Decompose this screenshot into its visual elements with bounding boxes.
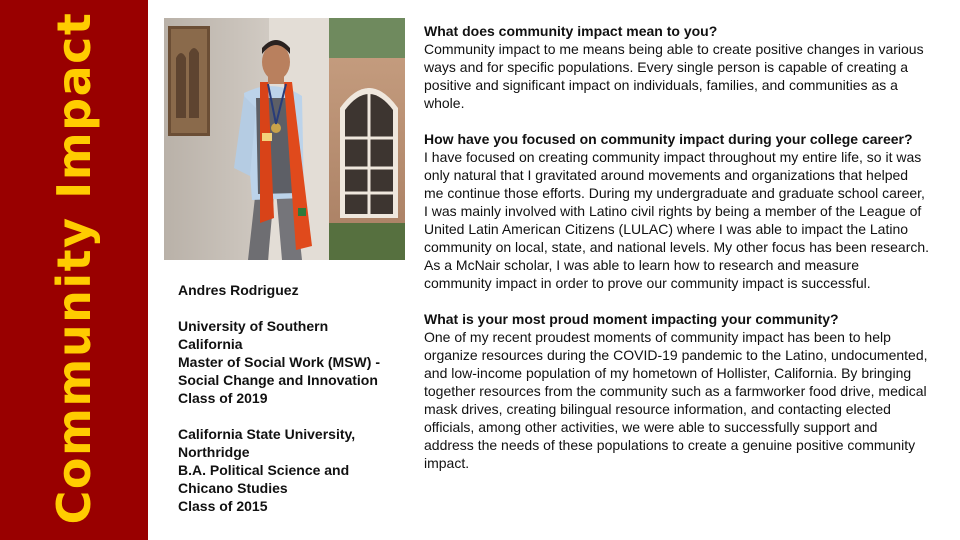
question-heading: What is your most proud moment impacting your community?: [424, 311, 839, 327]
qa-block: [424, 310, 930, 472]
qa-block: [424, 130, 930, 292]
answer-text: Community impact to me means being able to create positive changes in various ways and for specific populations. Every single person is capable of creating a positive and significant impact on individuals, families, and communities as a whole.: [424, 41, 924, 111]
class-year: Class of 2019: [178, 390, 268, 406]
degree-name: B.A. Political Science and Chicano Studies: [178, 462, 350, 496]
question-heading: How have you focused on community impact during your college career?: [424, 131, 913, 147]
answer-text: One of my recent proudest moments of community impact has been to help organize resources during the COVID-19 pandemic to the Latino, undocumented, and low-income population of my hometown of Hollister, California. By bringing together resources from the community such as a farmworker food drive, medical mask drives, creating bilingual resource information, and contacting elected officials, among other activities, we were able to successfully support and address the needs of these populations to create a genuine positive community impact.: [424, 329, 928, 471]
school-name: University of Southern California: [178, 318, 329, 352]
qa-block: [424, 22, 930, 112]
answer-text: I have focused on creating community impact throughout my entire life, so it was only natural that I gravitated around movements and organizations that helped me continue those efforts. During my undergraduate and graduate school career, I was mainly involved with Latino civil rights by being a member of the League of United Latin American Citizens (LULAC) where I was able to impact the Latino community on local, state, and national levels. My other focus has been research. As a McNair scholar, I was able to learn how to research and measure community impact in order to prove our community impact is successful.: [424, 149, 930, 291]
profile-bio: [178, 281, 393, 515]
question-heading: What does community impact mean to you?: [424, 23, 718, 39]
sidebar-banner: [0, 0, 148, 540]
profile-name: Andres Rodriguez: [178, 282, 299, 298]
graduate-photo: [164, 18, 405, 260]
degree-name: Master of Social Work (MSW) - Social Change and Innovation: [178, 354, 380, 388]
class-year: Class of 2015: [178, 498, 268, 514]
qa-section: [424, 22, 930, 490]
school-name: California State University, Northridge: [178, 426, 356, 460]
sidebar-title: Community Impact: [47, 11, 101, 525]
